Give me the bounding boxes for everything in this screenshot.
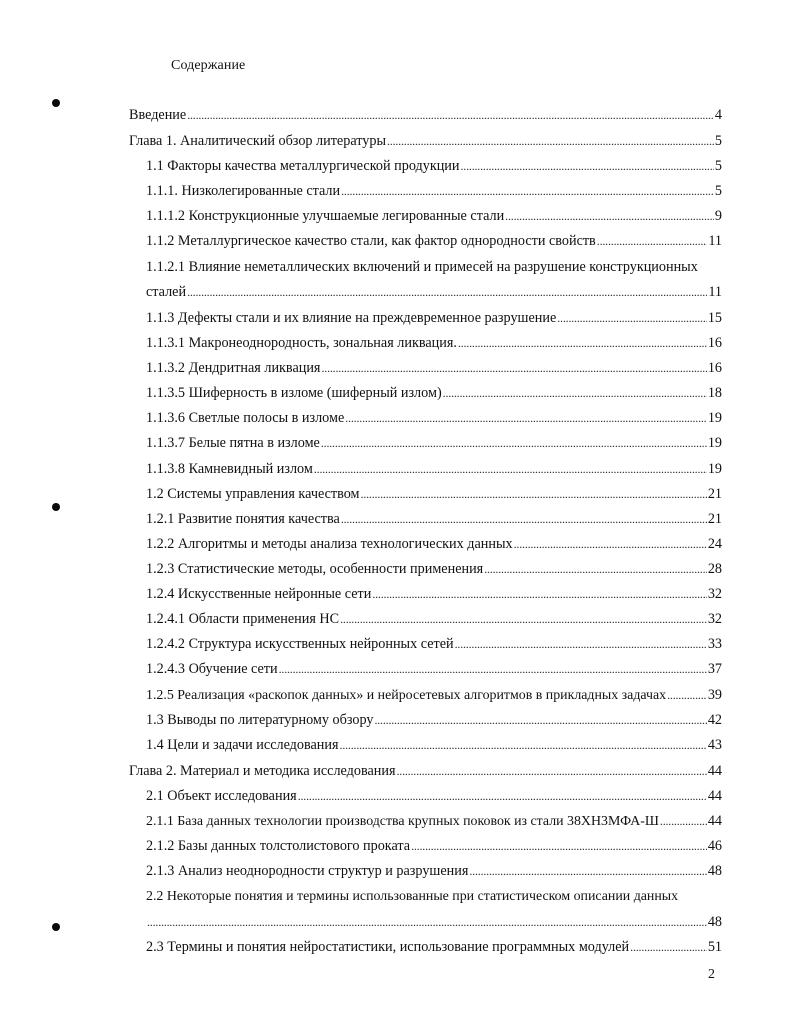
toc-entry[interactable]: 1.2.4.3 Обучение сети ..... 37: [146, 661, 722, 677]
toc-entry[interactable]: 1.1.3.7 Белые пятна в изломе ..... 19: [146, 435, 722, 451]
toc-entry[interactable]: 1.1.3.5 Шиферность в изломе (шиферный излом) ..... 18: [146, 385, 722, 401]
toc-entry[interactable]: 1.2 Системы управления качеством ..... 21: [146, 486, 722, 502]
margin-bullet-icon: [52, 923, 60, 931]
toc-entry[interactable]: Глава 2. Материал и методика исследования ..... 44: [129, 763, 722, 779]
toc-entry[interactable]: 1.1.3.1 Макронеоднородность, зональная ликвация. ..... 16: [146, 335, 722, 351]
toc-entry[interactable]: 1.1.2 Металлургическое качество стали, как фактор однородности свойств ..... 11: [146, 233, 722, 249]
toc-entry[interactable]: 1.4 Цели и задачи исследования ..... 43: [146, 737, 722, 753]
toc-entry[interactable]: 2.1 Объект исследования ..... 44: [146, 788, 722, 804]
toc-entry[interactable]: Глава 1. Аналитический обзор литературы ..... 5: [129, 133, 722, 149]
toc-entry[interactable]: ..... 48: [146, 914, 722, 930]
toc-entry[interactable]: 2.1.2 Базы данных толстолистового проката ..... 46: [146, 838, 722, 854]
margin-bullet-icon: [52, 503, 60, 511]
toc-entry[interactable]: 1.2.5 Реализация «раскопок данных» и нейросетевых алгоритмов в прикладных задачах ..... 39: [146, 687, 722, 704]
toc-entry[interactable]: 1.1.1.2 Конструкционные улучшаемые легированные стали ..... 9: [146, 208, 722, 224]
toc-entry[interactable]: 1.2.4.2 Структура искусственных нейронных сетей ..... 33: [146, 636, 722, 652]
toc-entry-first-line[interactable]: 1.1.2.1 Влияние неметаллических включений и примесей на разрушение конструкционных: [146, 259, 698, 275]
toc-entry[interactable]: 1.2.1 Развитие понятия качества ..... 21: [146, 511, 722, 527]
page-title: Содержание: [171, 58, 246, 73]
toc-entry[interactable]: сталей ..... 11: [146, 284, 722, 300]
toc-entry[interactable]: 1.1.3 Дефекты стали и их влияние на преждевременное разрушение ..... 15: [146, 310, 722, 326]
toc-entry-first-line[interactable]: 2.2 Некоторые понятия и термины использованные при статистическом описании данных: [146, 889, 679, 904]
toc-entry[interactable]: 1.1.3.2 Дендритная ликвация ..... 16: [146, 360, 722, 376]
margin-bullet-icon: [52, 99, 60, 107]
toc-entry[interactable]: 1.1 Факторы качества металлургической продукции ..... 5: [146, 158, 722, 174]
toc-entry[interactable]: 1.2.4.1 Области применения НС ..... 32: [146, 611, 722, 627]
toc-entry[interactable]: 1.2.2 Алгоритмы и методы анализа технологических данных ..... 24: [146, 536, 722, 552]
toc-entry[interactable]: 1.1.3.6 Светлые полосы в изломе ..... 19: [146, 410, 722, 426]
toc-entry[interactable]: 1.3 Выводы по литературному обзору ..... 42: [146, 712, 722, 728]
toc-entry[interactable]: 2.3 Термины и понятия нейростатистики, использование программных модулей ..... 51: [146, 939, 722, 955]
toc-entry[interactable]: 2.1.3 Анализ неоднородности структур и разрушения ..... 48: [146, 863, 722, 879]
toc-entry[interactable]: 1.2.3 Статистические методы, особенности применения ..... 28: [146, 561, 722, 577]
toc-entry[interactable]: 2.1.1 База данных технологии производства крупных поковок из стали 38ХН3МФА-Ш ..... 44: [146, 813, 722, 830]
page-number: 2: [708, 967, 715, 982]
toc-entry[interactable]: 1.2.4 Искусственные нейронные сети ..... 32: [146, 586, 722, 602]
toc-entry[interactable]: 1.1.3.8 Камневидный излом ..... 19: [146, 461, 722, 477]
toc-entry[interactable]: Введение ..... 4: [129, 107, 722, 123]
toc-entry[interactable]: 1.1.1. Низколегированные стали ..... 5: [146, 183, 722, 199]
